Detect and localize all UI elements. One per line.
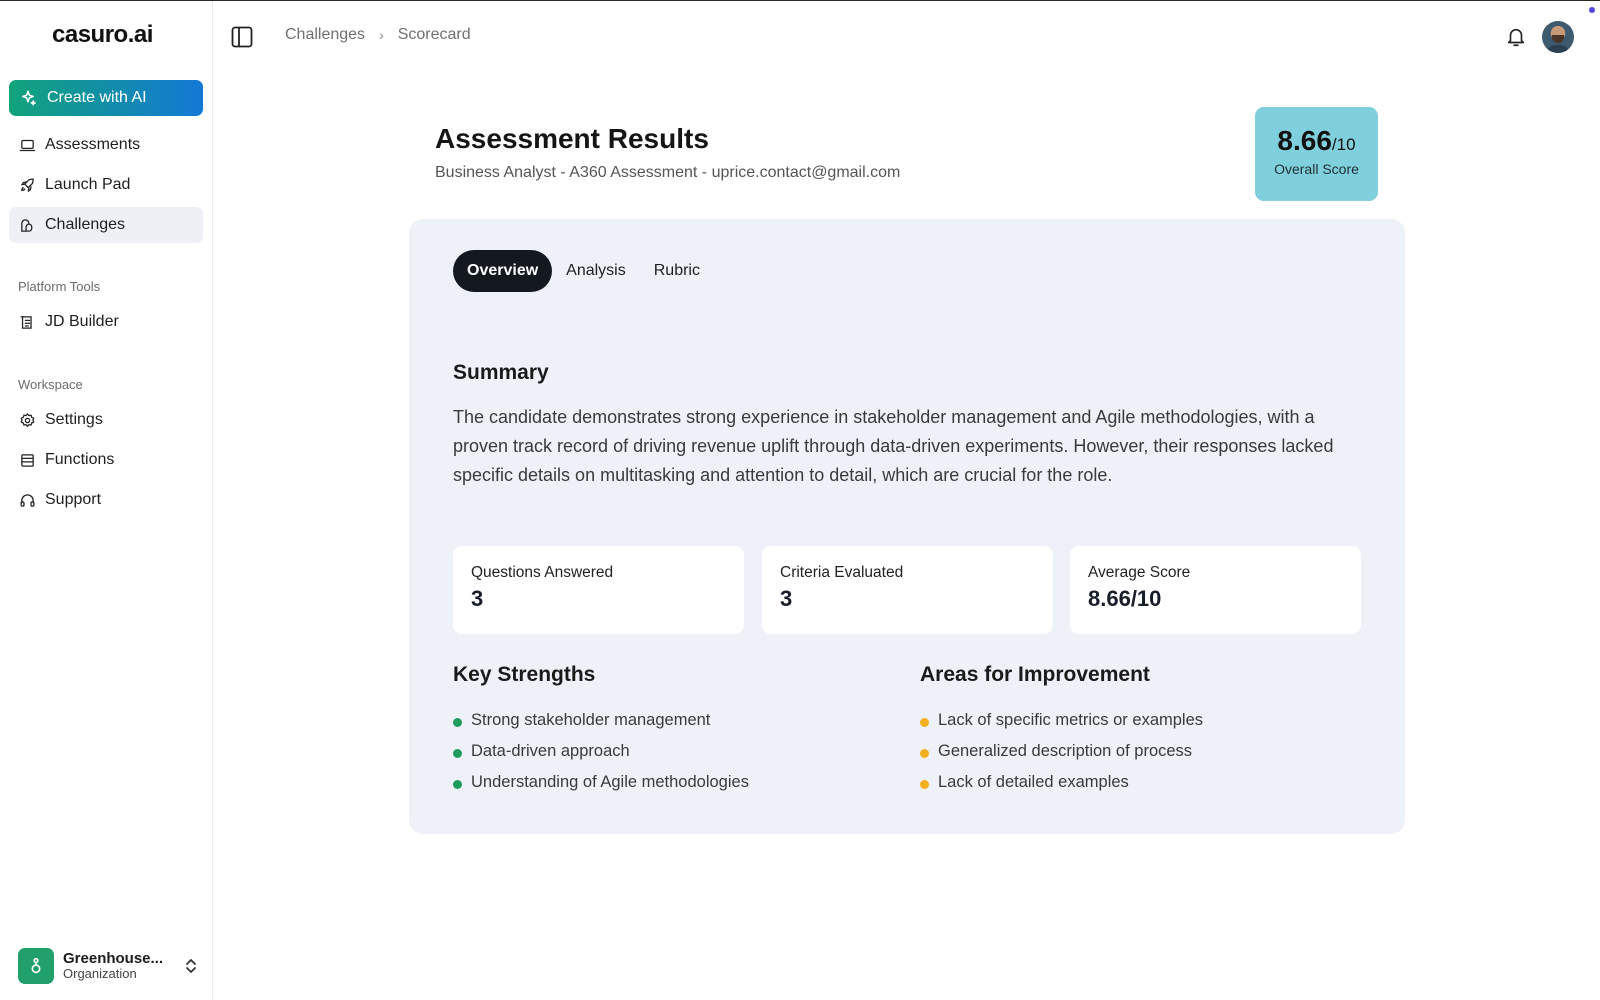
results-panel <box>409 219 1405 834</box>
brand-logo[interactable]: casuro.ai <box>52 21 153 48</box>
table-icon <box>19 452 36 469</box>
sidebar-item-launch-pad[interactable] <box>9 167 203 203</box>
areas-for-improvement-heading: Areas for Improvement <box>920 663 1150 686</box>
sidebar-item-label: Launch Pad <box>45 176 131 193</box>
stat-card-questions-answered <box>453 546 744 634</box>
stat-card-criteria-evaluated <box>762 546 1053 634</box>
list-item: Data-driven approach <box>453 736 749 767</box>
stat-label: Criteria Evaluated <box>780 564 904 581</box>
create-with-ai-button[interactable] <box>9 80 203 116</box>
sidebar-item-label: Assessments <box>45 136 141 153</box>
sidebar-item-jd-builder[interactable] <box>9 304 203 340</box>
amber-dot-icon <box>920 780 929 789</box>
sidebar-item-functions[interactable] <box>9 442 203 478</box>
sidebar <box>0 1 213 1000</box>
document-builder-icon <box>19 314 36 331</box>
amber-dot-icon <box>920 749 929 758</box>
tab-overview[interactable]: Overview <box>453 250 552 292</box>
chevron-right-icon: › <box>379 27 384 43</box>
stat-label: Questions Answered <box>471 564 614 581</box>
breadcrumb <box>285 26 471 44</box>
sidebar-item-settings[interactable] <box>9 402 203 438</box>
breadcrumb-current: Scorecard <box>397 26 471 43</box>
list-item: Strong stakeholder management <box>453 705 749 736</box>
list-item: Lack of specific metrics or examples <box>920 705 1203 736</box>
page-subtitle: Business Analyst - A360 Assessment - uprice.contact@gmail.com <box>435 164 901 181</box>
breadcrumb-challenges-link[interactable]: Challenges <box>285 26 366 43</box>
areas-for-improvement-list <box>920 705 1203 798</box>
sidebar-item-label: Functions <box>45 451 115 468</box>
sidebar-item-label: Settings <box>45 411 103 428</box>
sidebar-toggle-icon[interactable] <box>230 25 254 49</box>
key-strengths-heading: Key Strengths <box>453 663 596 686</box>
organization-type: Organization <box>63 966 137 982</box>
laptop-icon <box>19 137 36 154</box>
stat-value: 8.66/10 <box>1088 586 1162 611</box>
key-strengths-list <box>453 705 749 798</box>
green-dot-icon <box>453 718 462 727</box>
create-with-ai-label: Create with AI <box>47 89 147 106</box>
workspace-heading: Workspace <box>18 377 83 392</box>
sidebar-item-assessments[interactable] <box>9 127 203 163</box>
organization-logo-icon <box>18 948 54 984</box>
overall-score-label: Overall Score <box>1274 161 1359 177</box>
overall-score-value: 8.66/10 <box>1277 125 1356 156</box>
list-item: Understanding of Agile methodologies <box>453 767 749 798</box>
tab-rubric[interactable]: Rubric <box>653 262 700 279</box>
rocket-icon <box>19 177 36 194</box>
sidebar-item-label: JD Builder <box>45 313 119 330</box>
stat-value: 3 <box>780 586 793 611</box>
overall-score-badge <box>1255 107 1378 201</box>
page-title: Assessment Results <box>435 123 709 154</box>
headset-icon <box>19 492 36 509</box>
sidebar-item-challenges[interactable] <box>9 207 203 243</box>
platform-tools-heading: Platform Tools <box>18 279 101 294</box>
notification-indicator-dot <box>1589 7 1595 13</box>
list-item: Generalized description of process <box>920 736 1203 767</box>
user-avatar[interactable] <box>1542 21 1574 53</box>
organization-name: Greenhouse... <box>63 949 164 967</box>
sparkle-icon <box>19 89 37 107</box>
chevron-up-down-icon <box>184 957 198 975</box>
green-dot-icon <box>453 780 462 789</box>
bell-icon[interactable] <box>1505 25 1527 49</box>
amber-dot-icon <box>920 718 929 727</box>
list-item: Lack of detailed examples <box>920 767 1203 798</box>
stat-card-average-score <box>1070 546 1361 634</box>
stat-label: Average Score <box>1088 564 1191 581</box>
green-dot-icon <box>453 749 462 758</box>
tab-bar <box>453 250 714 292</box>
summary-heading: Summary <box>453 361 549 384</box>
summary-text: The candidate demonstrates strong experience in stakeholder management and Agile methodologies, with a proven track record of driving revenue uplift through data-driven experiments. However, their responses lacked specific details on multitasking and attention to detail, which are crucial for the role. <box>453 407 1334 485</box>
tab-analysis[interactable]: Analysis <box>566 262 626 279</box>
gear-icon <box>19 412 36 429</box>
sidebar-item-support[interactable] <box>9 482 203 518</box>
organization-switcher[interactable] <box>18 947 198 985</box>
challenge-icon <box>19 217 36 234</box>
stat-value: 3 <box>471 586 484 611</box>
sidebar-item-label: Challenges <box>45 216 126 233</box>
sidebar-item-label: Support <box>45 491 102 508</box>
